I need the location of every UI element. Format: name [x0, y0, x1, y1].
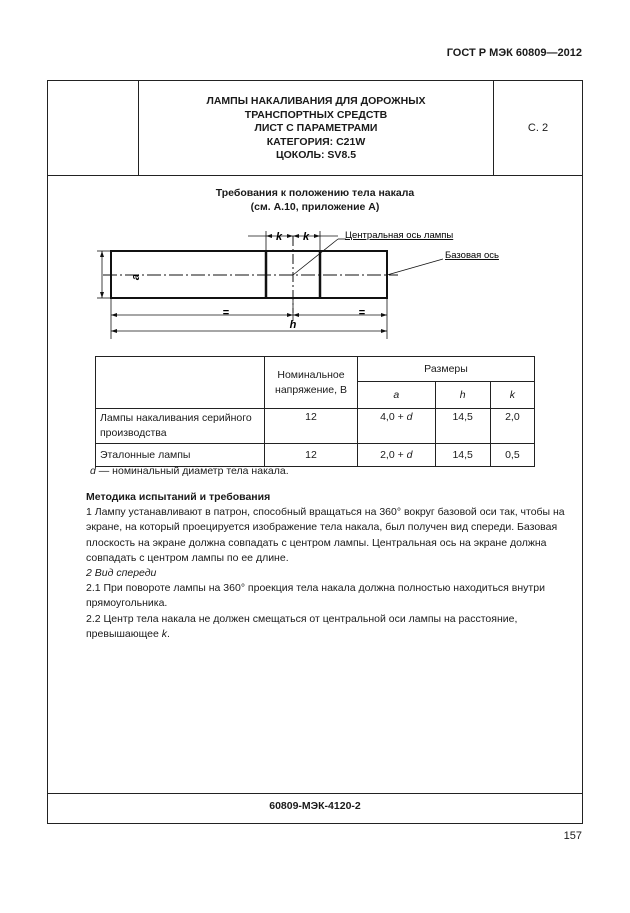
table-header-a: a [358, 382, 436, 409]
row-name: Лампы накаливания серийного производства [96, 409, 265, 444]
note-text: — номинальный диаметр тела накала. [95, 465, 289, 477]
table-header-k: k [490, 382, 534, 409]
center-axis-label: Центральная ось лампы [345, 230, 454, 241]
k-label-left: k [275, 231, 283, 243]
dimensions-table [95, 356, 535, 467]
row-k: 2,0 [490, 409, 534, 444]
footer-divider [48, 793, 582, 794]
title-line: ЛАМПЫ НАКАЛИВАНИЯ ДЛЯ ДОРОЖНЫХ [206, 95, 426, 107]
figure-title-line: (см. А.10, приложение А) [250, 201, 380, 213]
table-header-empty [96, 357, 265, 409]
half-label-right: = [358, 307, 366, 319]
title-line: КАТЕГОРИЯ: C21W [266, 135, 366, 148]
method-heading: Методика испытаний и требования [86, 491, 271, 503]
standard-reference: ГОСТ Р МЭК 60809—2012 [446, 47, 582, 59]
table-row [96, 444, 535, 467]
page-number: 157 [563, 830, 582, 842]
figure-title-line: Требования к положению тела накала [215, 187, 415, 199]
note-symbol: d [90, 465, 96, 477]
title-line: ТРАНСПОРТНЫХ СРЕДСТВ [244, 108, 388, 121]
sheet-page-label: С. 2 [527, 122, 549, 134]
table-header-voltage: Номинальное напряжение, В [265, 357, 358, 409]
half-label-left: = [222, 307, 230, 319]
row-a: 2,0 + d [358, 444, 436, 467]
method-section [86, 490, 572, 642]
table-header-dimensions: Размеры [358, 357, 535, 382]
method-paragraph-3: 2.1 При повороте лампы на 360° проекция тела накала должна полностью находиться внутри прямоугольника. [86, 582, 545, 610]
row-h: 14,5 [435, 409, 490, 444]
title-line: ЛИСТ С ПАРАМЕТРАМИ [254, 122, 378, 134]
row-h: 14,5 [435, 444, 490, 467]
row-a: 4,0 + d [358, 409, 436, 444]
title-line: ЦОКОЛЬ: SV8.5 [275, 149, 357, 161]
method-paragraph-4: 2.2 Центр тела накала не должен смещаться от центральной оси лампы на расстояние, превышающее k. [86, 612, 518, 640]
table-header-h: h [435, 382, 490, 409]
row-voltage: 12 [265, 444, 358, 467]
table-row [96, 409, 535, 444]
table-header-row [96, 357, 535, 382]
method-paragraph-1: 1 Лампу устанавливают в патрон, способный вращаться на 360° вокруг базовой оси так, чтобы на экране, на который проецируется изображение тела накала, был получен вид спереди. Базовая плоскость на экране должна совпадать с центром лампы. Центральная ось на экране должна совпадать с центром лампы по ее длине. [86, 506, 565, 564]
a-label: a [130, 273, 142, 281]
sheet-frame [47, 80, 583, 824]
k-label-right: k [302, 231, 310, 243]
h-label: h [289, 319, 297, 331]
filament-position-diagram [48, 81, 584, 351]
row-voltage: 12 [265, 409, 358, 444]
base-axis-label: Базовая ось [445, 250, 499, 261]
row-name: Эталонные лампы [96, 444, 265, 467]
method-paragraph-2: 2 Вид спереди [86, 567, 157, 580]
table-note [90, 465, 289, 477]
row-k: 0,5 [490, 444, 534, 467]
sheet-code: 60809-МЭК-4120-2 [269, 800, 361, 812]
